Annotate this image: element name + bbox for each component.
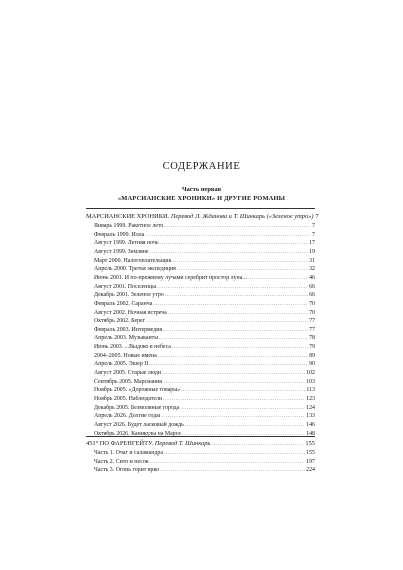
toc-entry-title: Февраль 2002. Саранча [94, 300, 153, 307]
toc-entry-title: Август 2002. Ночная встреча [94, 309, 167, 316]
toc-entry-title: Апрель 2000. Третья экспедиция [94, 266, 176, 273]
toc-entry[interactable] [86, 239, 315, 248]
toc-entry-title: Ноябрь 2005. «Дорожные товары» [94, 387, 181, 394]
leader-dots [159, 334, 308, 343]
toc-entry-page: 124 [306, 404, 315, 411]
toc-entry[interactable] [86, 430, 315, 439]
toc-entry[interactable] [86, 257, 315, 266]
toc-entry-title: Декабрь 2001. Зеленое утро [94, 292, 164, 299]
part-label: Часть первая [181, 186, 221, 193]
toc-entry[interactable] [86, 334, 315, 343]
toc-entry[interactable] [86, 317, 315, 326]
leader-dots [165, 291, 308, 300]
toc-entry-title: Август 1999. Летняя ночь [94, 240, 159, 247]
toc-entry[interactable] [86, 386, 315, 395]
leader-dots [182, 430, 305, 439]
toc-section-title: 451° ПО ФАРЕНГЕЙТУ. Перевод Т. Шинкарь [86, 440, 211, 447]
toc-entry[interactable] [86, 326, 315, 335]
divider-rule [86, 208, 315, 209]
toc-entry[interactable] [86, 248, 315, 257]
toc-entry-page: 77 [309, 318, 315, 325]
toc-entry-title: Ноябрь 2005. Наблюдатели [94, 396, 163, 402]
toc-entry-title: Август 2001. Поселенцы [94, 283, 157, 290]
toc-entry-title: Февраль 2003. Интермедия [94, 326, 163, 333]
leader-dots [160, 239, 309, 248]
toc-entry[interactable] [86, 458, 315, 467]
leader-dots [160, 466, 305, 475]
toc-entry-page: 31 [309, 257, 315, 264]
toc-entry[interactable] [86, 231, 315, 240]
toc-entry-page: 146 [306, 421, 315, 428]
toc-entry-page: 70 [309, 309, 315, 316]
leader-dots [163, 326, 308, 335]
toc-entry-page: 32 [309, 266, 315, 273]
toc-section-fahrenheit-451[interactable] [86, 439, 315, 448]
toc-entry-title: 2004–2005. Новые имена [94, 352, 157, 359]
toc-entry-title: Август 2026. Будет ласковый дождь [94, 421, 184, 428]
toc-entry-title: Июнь 2003. ...Выдоко в небеса [94, 344, 171, 351]
toc-entry-page: 19 [309, 248, 315, 255]
leader-dots [145, 231, 311, 240]
toc-entry-page: 123 [306, 396, 315, 402]
toc-entry-title: Июнь 2001. И по-прежнему лучами серебрит простор луна... [94, 274, 247, 281]
toc-translator-credit: Перевод Т. Шинкарь [154, 440, 211, 447]
toc-entry-page: 79 [309, 344, 315, 351]
toc-entry-title: Сентябрь 2005. Марсианин [94, 378, 163, 385]
toc-entry[interactable] [86, 449, 315, 458]
leader-dots [146, 317, 308, 326]
toc-entry[interactable] [86, 404, 315, 413]
leader-dots [177, 265, 308, 274]
toc-section-title: МАРСИАНСКИЕ ХРОНИКИ. Перевод Л. Жданова и Т. Шинкарь («Зеленое утро») [86, 213, 314, 220]
toc-entry-page: 103 [306, 378, 315, 385]
toc-entry[interactable] [86, 291, 315, 300]
toc-section-martian-chronicles[interactable] [86, 212, 319, 221]
leader-dots [185, 421, 305, 430]
toc-entry-title: Октябрь 2002. Берег [94, 318, 146, 325]
toc-entry-page: 133 [306, 413, 315, 420]
toc-entry[interactable] [86, 412, 315, 421]
toc-page-number: 7 [315, 213, 319, 220]
toc-entry[interactable] [86, 343, 315, 352]
toc-entry[interactable] [86, 466, 315, 475]
leader-dots [164, 222, 311, 231]
toc-entry-page: 17 [309, 240, 315, 247]
toc-entry-title: Август 1999. Земляне [94, 248, 149, 255]
toc-entry[interactable] [86, 369, 315, 378]
toc-entry-page: 7 [312, 223, 315, 229]
toc-entry-title: Январь 1999. Ракетное лето [94, 223, 164, 229]
toc-entry-page: 155 [306, 450, 315, 456]
toc-entry[interactable] [86, 360, 315, 369]
toc-entry-title: Часть 3. Огонь горит ярко [94, 467, 159, 474]
toc-entry-title: Декабрь 2005. Безмолвные города [94, 404, 180, 411]
toc-entry-title: Март 2000. Налогоплательщик [94, 257, 172, 264]
toc-entry-title: Часть 1. Очаг и саламандра [94, 450, 163, 456]
toc-entry[interactable] [86, 300, 315, 309]
leader-dots [168, 309, 308, 318]
leader-dots [163, 395, 305, 404]
leader-dots [163, 378, 305, 387]
leader-dots [248, 274, 308, 283]
toc-entry[interactable] [86, 309, 315, 318]
toc-entry-page: 78 [309, 335, 315, 342]
toc-entry[interactable] [86, 274, 315, 283]
leader-dots [150, 248, 309, 257]
toc-entry[interactable] [86, 421, 315, 430]
toc-entry[interactable] [86, 222, 315, 231]
toc-entry[interactable] [86, 378, 315, 387]
leader-dots [180, 404, 305, 413]
leader-dots [153, 300, 308, 309]
toc-entry-page: 89 [309, 352, 315, 359]
leader-dots [149, 360, 308, 369]
divider-rule [86, 436, 315, 437]
toc-entry-page: 113 [306, 387, 315, 394]
toc-entry-page: 66 [309, 292, 315, 299]
leader-dots [164, 449, 305, 458]
leader-dots [211, 440, 304, 449]
toc-entry-title: Февраль 1999. Илла [94, 231, 145, 238]
toc-entry-page: 66 [309, 283, 315, 290]
leader-dots [162, 369, 305, 378]
contents-heading: СОДЕРЖАНИЕ [162, 161, 241, 172]
toc-translator-credit: Перевод Л. Жданова и Т. Шинкарь («Зеленое утро») [170, 213, 314, 220]
toc-entry-page: 148 [306, 430, 315, 437]
toc-entry-title: Апрель 2005. Эшер II [94, 361, 149, 368]
toc-entry-title: Октябрь 2026. Каникулы на Марсе [94, 430, 182, 437]
leader-dots [158, 352, 308, 361]
toc-entry-page: 70 [309, 300, 315, 307]
toc-entry[interactable] [86, 352, 315, 361]
toc-entry-page: 90 [309, 361, 315, 368]
leader-dots [157, 283, 308, 292]
toc-entry-title: Апрель 2003. Музыканты [94, 335, 159, 342]
toc-entry-title: Апрель 2026. Долгие годы [94, 413, 161, 420]
toc-entry-page: 77 [309, 326, 315, 333]
toc-entry-page: 7 [312, 231, 315, 238]
leader-dots [172, 257, 308, 266]
toc-page-number: 155 [305, 440, 315, 447]
toc-entry-title: Часть 2. Сито и песок [94, 458, 149, 465]
leader-dots [161, 412, 305, 421]
toc-entry-page: 197 [306, 458, 315, 465]
toc-entry-page: 46 [309, 274, 315, 281]
toc-entry[interactable] [86, 265, 315, 274]
toc-entry[interactable] [86, 283, 315, 292]
toc-entry-page: 224 [306, 467, 315, 474]
leader-dots [150, 458, 306, 467]
toc-entry-title: Август 2005. Старые люди [94, 370, 162, 377]
leader-dots [181, 386, 305, 395]
leader-dots [172, 343, 308, 352]
toc-entry[interactable] [86, 395, 315, 404]
part-title: «МАРСИАНСКИЕ ХРОНИКИ» И ДРУГИЕ РОМАНЫ [117, 195, 286, 202]
toc-entry-page: 102 [306, 370, 315, 377]
